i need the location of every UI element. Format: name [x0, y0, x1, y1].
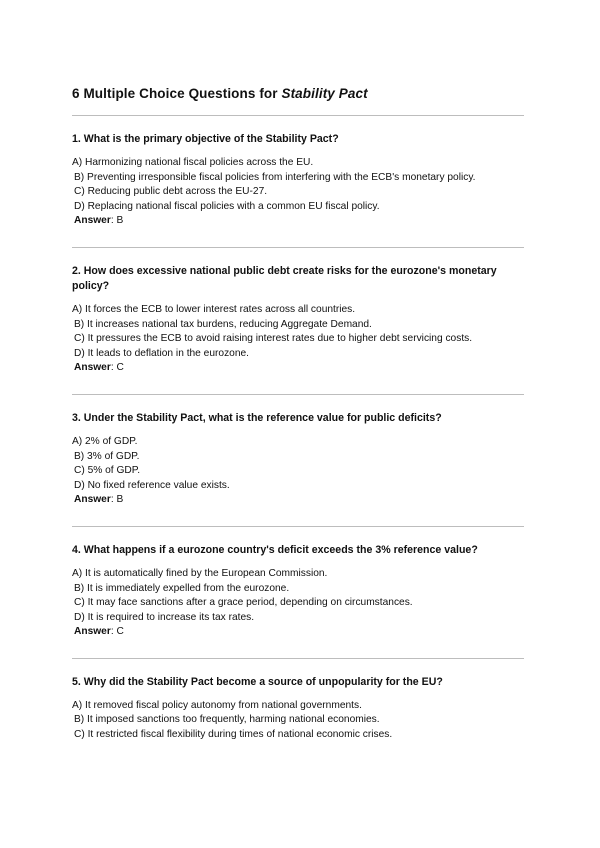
question-text: 1. What is the primary objective of the Stability Pact? [72, 133, 339, 145]
option-b: B) It imposed sanctions too frequently, harming national economies. [74, 714, 380, 726]
answer-value: : C [110, 362, 124, 374]
question-divider [72, 526, 524, 527]
answer-label: Answer [74, 626, 111, 638]
document-title-prefix: 6 Multiple Choice Questions for [72, 86, 282, 101]
option-d: D) No fixed reference value exists. [74, 479, 230, 491]
question-divider [72, 394, 524, 395]
option-a: A) It is automatically fined by the European Commission. [72, 567, 328, 579]
option-d: D) Replacing national fiscal policies with a common EU fiscal policy. [74, 200, 380, 212]
answer-label: Answer [74, 494, 111, 506]
answer-label: Answer [74, 362, 111, 374]
question-divider [72, 658, 524, 659]
question-text: 5. Why did the Stability Pact become a source of unpopularity for the EU? [72, 675, 443, 688]
option-c: C) It pressures the ECB to avoid raising interest rates due to higher debt servicing costs. [74, 333, 473, 345]
question-5 [72, 675, 524, 743]
option-a: A) 2% of GDP. [72, 435, 138, 447]
question-text: 4. What happens if a eurozone country's deficit exceeds the 3% reference value? [72, 543, 478, 556]
question-4 [72, 543, 524, 640]
option-c: C) 5% of GDP. [74, 465, 141, 477]
document-title [72, 86, 524, 102]
option-c: C) It may face sanctions after a grace period, depending on circumstances. [74, 597, 413, 609]
option-b: B) It is immediately expelled from the eurozone. [74, 582, 290, 594]
question-2 [72, 264, 524, 376]
answer-line [72, 361, 524, 376]
answer-value: : B [110, 215, 124, 227]
title-divider [72, 115, 524, 116]
option-c: C) It restricted fiscal flexibility during times of national economic crises. [74, 729, 393, 741]
answer-value: : B [110, 494, 124, 506]
option-list [72, 567, 524, 625]
option-list [72, 156, 524, 214]
question-3 [72, 411, 524, 508]
answer-line [72, 214, 524, 229]
answer-label: Answer [74, 215, 111, 227]
option-list [72, 435, 524, 493]
answer-line [72, 493, 524, 508]
option-a: A) It forces the ECB to lower interest rates across all countries. [72, 303, 356, 315]
option-d: D) It leads to deflation in the eurozone. [74, 347, 249, 359]
option-list [72, 699, 524, 743]
document-title-topic: Stability Pact [281, 86, 368, 101]
option-list [72, 303, 524, 361]
option-b: B) Preventing irresponsible fiscal policies from interfering with the ECB's monetary policy. [74, 171, 476, 183]
question-1 [72, 132, 524, 229]
option-a: A) It removed fiscal policy autonomy from national governments. [72, 699, 362, 711]
answer-value: : C [110, 626, 124, 638]
option-a: A) Harmonizing national fiscal policies across the EU. [72, 157, 314, 168]
question-text: 2. How does excessive national public debt create risks for the eurozone's monetary policy? [72, 264, 497, 292]
answer-line [72, 625, 524, 640]
option-b: B) 3% of GDP. [74, 450, 140, 462]
option-d: D) It is required to increase its tax rates. [74, 611, 255, 623]
question-divider [72, 247, 524, 248]
option-b: B) It increases national tax burdens, reducing Aggregate Demand. [74, 318, 372, 330]
question-text: 3. Under the Stability Pact, what is the reference value for public deficits? [72, 411, 442, 424]
document-page [72, 86, 524, 743]
option-c: C) Reducing public debt across the EU-27. [74, 186, 268, 198]
